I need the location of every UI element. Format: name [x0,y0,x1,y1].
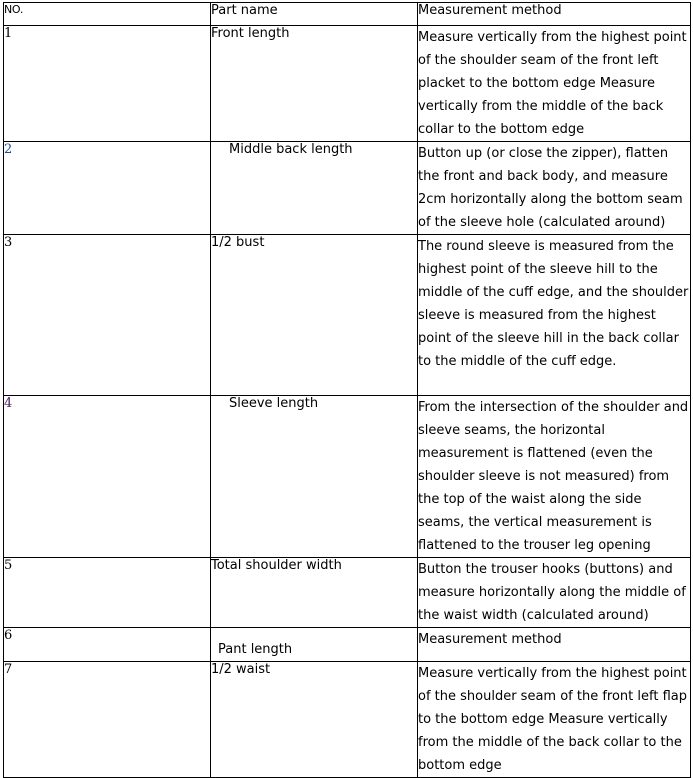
measurement-method-text: From the intersection of the shoulder and sleeve seams, the horizontal measurement is flattened (even the shoulder sleeve is not measured) from the top of the waist along the side seams, the vertical measurement is flattened to the trouser leg opening [418,400,689,553]
table-row [4,396,691,558]
part-name: Total shoulder width [211,558,418,628]
measurement-method-text: Measurement method [418,632,562,647]
table-row [4,142,691,235]
row-number: 2 [4,142,211,235]
measurement-method [418,662,691,778]
table-row [4,558,691,628]
measurement-method [418,26,691,142]
measurement-method-text: The round sleeve is measured from the highest point of the sleeve hill to the middle of the cuff edge, and the shoulder sleeve is measured from the highest point of the sleeve hill in the back collar to the middle of the cuff edge. [418,239,689,369]
measurement-method [418,558,691,628]
table-row [4,662,691,778]
part-name: Front length [211,26,418,142]
row-number: 4 [4,396,211,558]
measurement-method-text: Button up (or close the zipper), flatten the front and back body, and measure 2cm horizontally along the bottom seam of the sleeve hole (calculated around) [418,146,683,230]
measurement-method [418,142,691,235]
row-number: 3 [4,235,211,396]
part-name: 1/2 bust [211,235,418,396]
measurement-method [418,235,691,396]
header-measurement-method: Measurement method [418,3,691,26]
part-name: 1/2 waist [211,662,418,778]
row-number: 5 [4,558,211,628]
part-name: Pant length [211,628,418,662]
part-name: Sleeve length [211,396,418,558]
measurement-method-text: Measure vertically from the highest point of the shoulder seam of the front left flap to the bottom edge Measure vertically from the middle of the back collar to the bottom edge [418,666,687,773]
row-number: 7 [4,662,211,778]
table-row [4,235,691,396]
measurement-table [3,2,691,778]
measurement-method-text: Measure vertically from the highest point of the shoulder seam of the front left placket to the bottom edge Measure vertically from the middle of the back collar to the bottom edge [418,30,687,137]
table-row [4,628,691,662]
row-number: 1 [4,26,211,142]
measurement-method [418,396,691,558]
header-part-name: Part name [211,3,418,26]
measurement-method-text: Button the trouser hooks (buttons) and measure horizontally along the middle of the waist width (calculated around) [418,562,686,623]
measurement-method [418,628,691,662]
table-header-row [4,3,691,26]
part-name: Middle back length [211,142,418,235]
table-row [4,26,691,142]
header-no: NO. [4,3,211,26]
row-number: 6 [4,628,211,662]
